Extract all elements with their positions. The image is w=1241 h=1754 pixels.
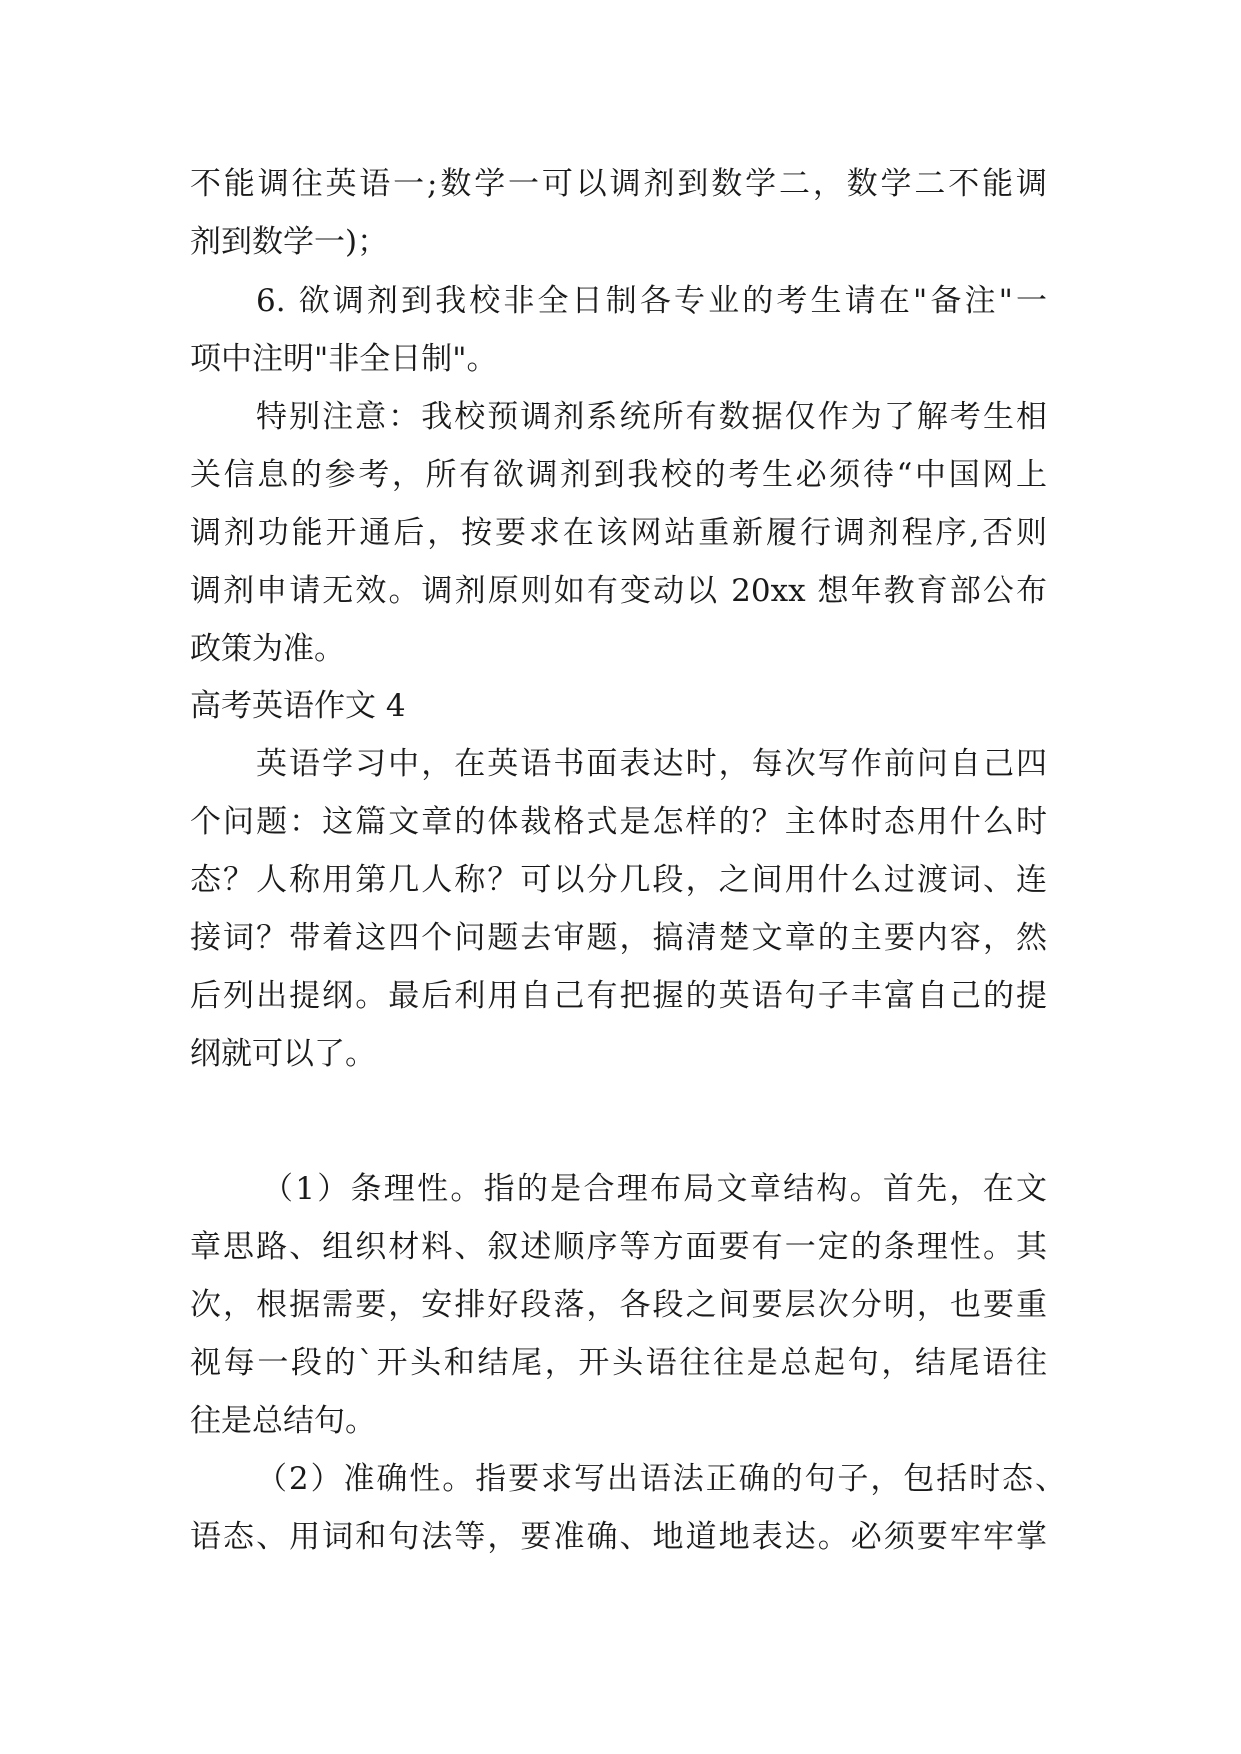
text-line: 英语学习中，在英语书面表达时，每次写作前问自己四 [256,746,1047,782]
text-line: 特别注意：我校预调剂系统所有数据仅作为了解考生相 [256,399,1047,435]
text-line: 章思路、组织材料、叙述顺序等方面要有一定的条理性。其 [190,1229,1047,1265]
text-line: 剂到数学一)； [190,224,389,260]
text-line: 态？人称用第几人称？可以分几段，之间用什么过渡词、连 [190,862,1047,898]
text-line: 调剂功能开通后，按要求在该网站重新履行调剂程序,否则 [190,515,1047,551]
text-line: 项中注明"非全日制"。 [190,341,498,377]
text-line: 不能调往英语一;数学一可以调剂到数学二，数学二不能调 [190,166,1047,202]
text-line: 次，根据需要，安排好段落，各段之间要层次分明，也要重 [190,1287,1047,1323]
section-heading: 高考英语作文 4 [190,688,406,724]
text-line: 后列出提纲。最后利用自己有把握的英语句子丰富自己的提 [190,978,1047,1014]
text-line: （2）准确性。指要求写出语法正确的句子，包括时态、 [256,1461,1066,1497]
text-line: 往是总结句。 [190,1403,376,1439]
text-line: 6. 欲调剂到我校非全日制各专业的考生请在"备注"一 [256,283,1047,319]
text-line: 调剂申请无效。调剂原则如有变动以 20xx 想年教育部公布 [190,573,1047,609]
text-line: 接词？带着这四个问题去审题，搞清楚文章的主要内容，然 [190,920,1047,956]
text-line: 语态、用词和句法等，要准确、地道地表达。必须要牢牢掌 [190,1519,1047,1555]
text-line: 关信息的参考，所有欲调剂到我校的考生必须待“中国网上 [190,457,1047,493]
text-line: 纲就可以了。 [190,1036,376,1072]
text-line: 政策为准。 [190,631,345,667]
text-line: 个问题：这篇文章的体裁格式是怎样的？主体时态用什么时 [190,804,1047,840]
text-line: （1）条理性。指的是合理布局文章结构。首先，在文 [262,1171,1047,1207]
text-line: 视每一段的`开头和结尾，开头语往往是总起句，结尾语往 [190,1345,1047,1381]
